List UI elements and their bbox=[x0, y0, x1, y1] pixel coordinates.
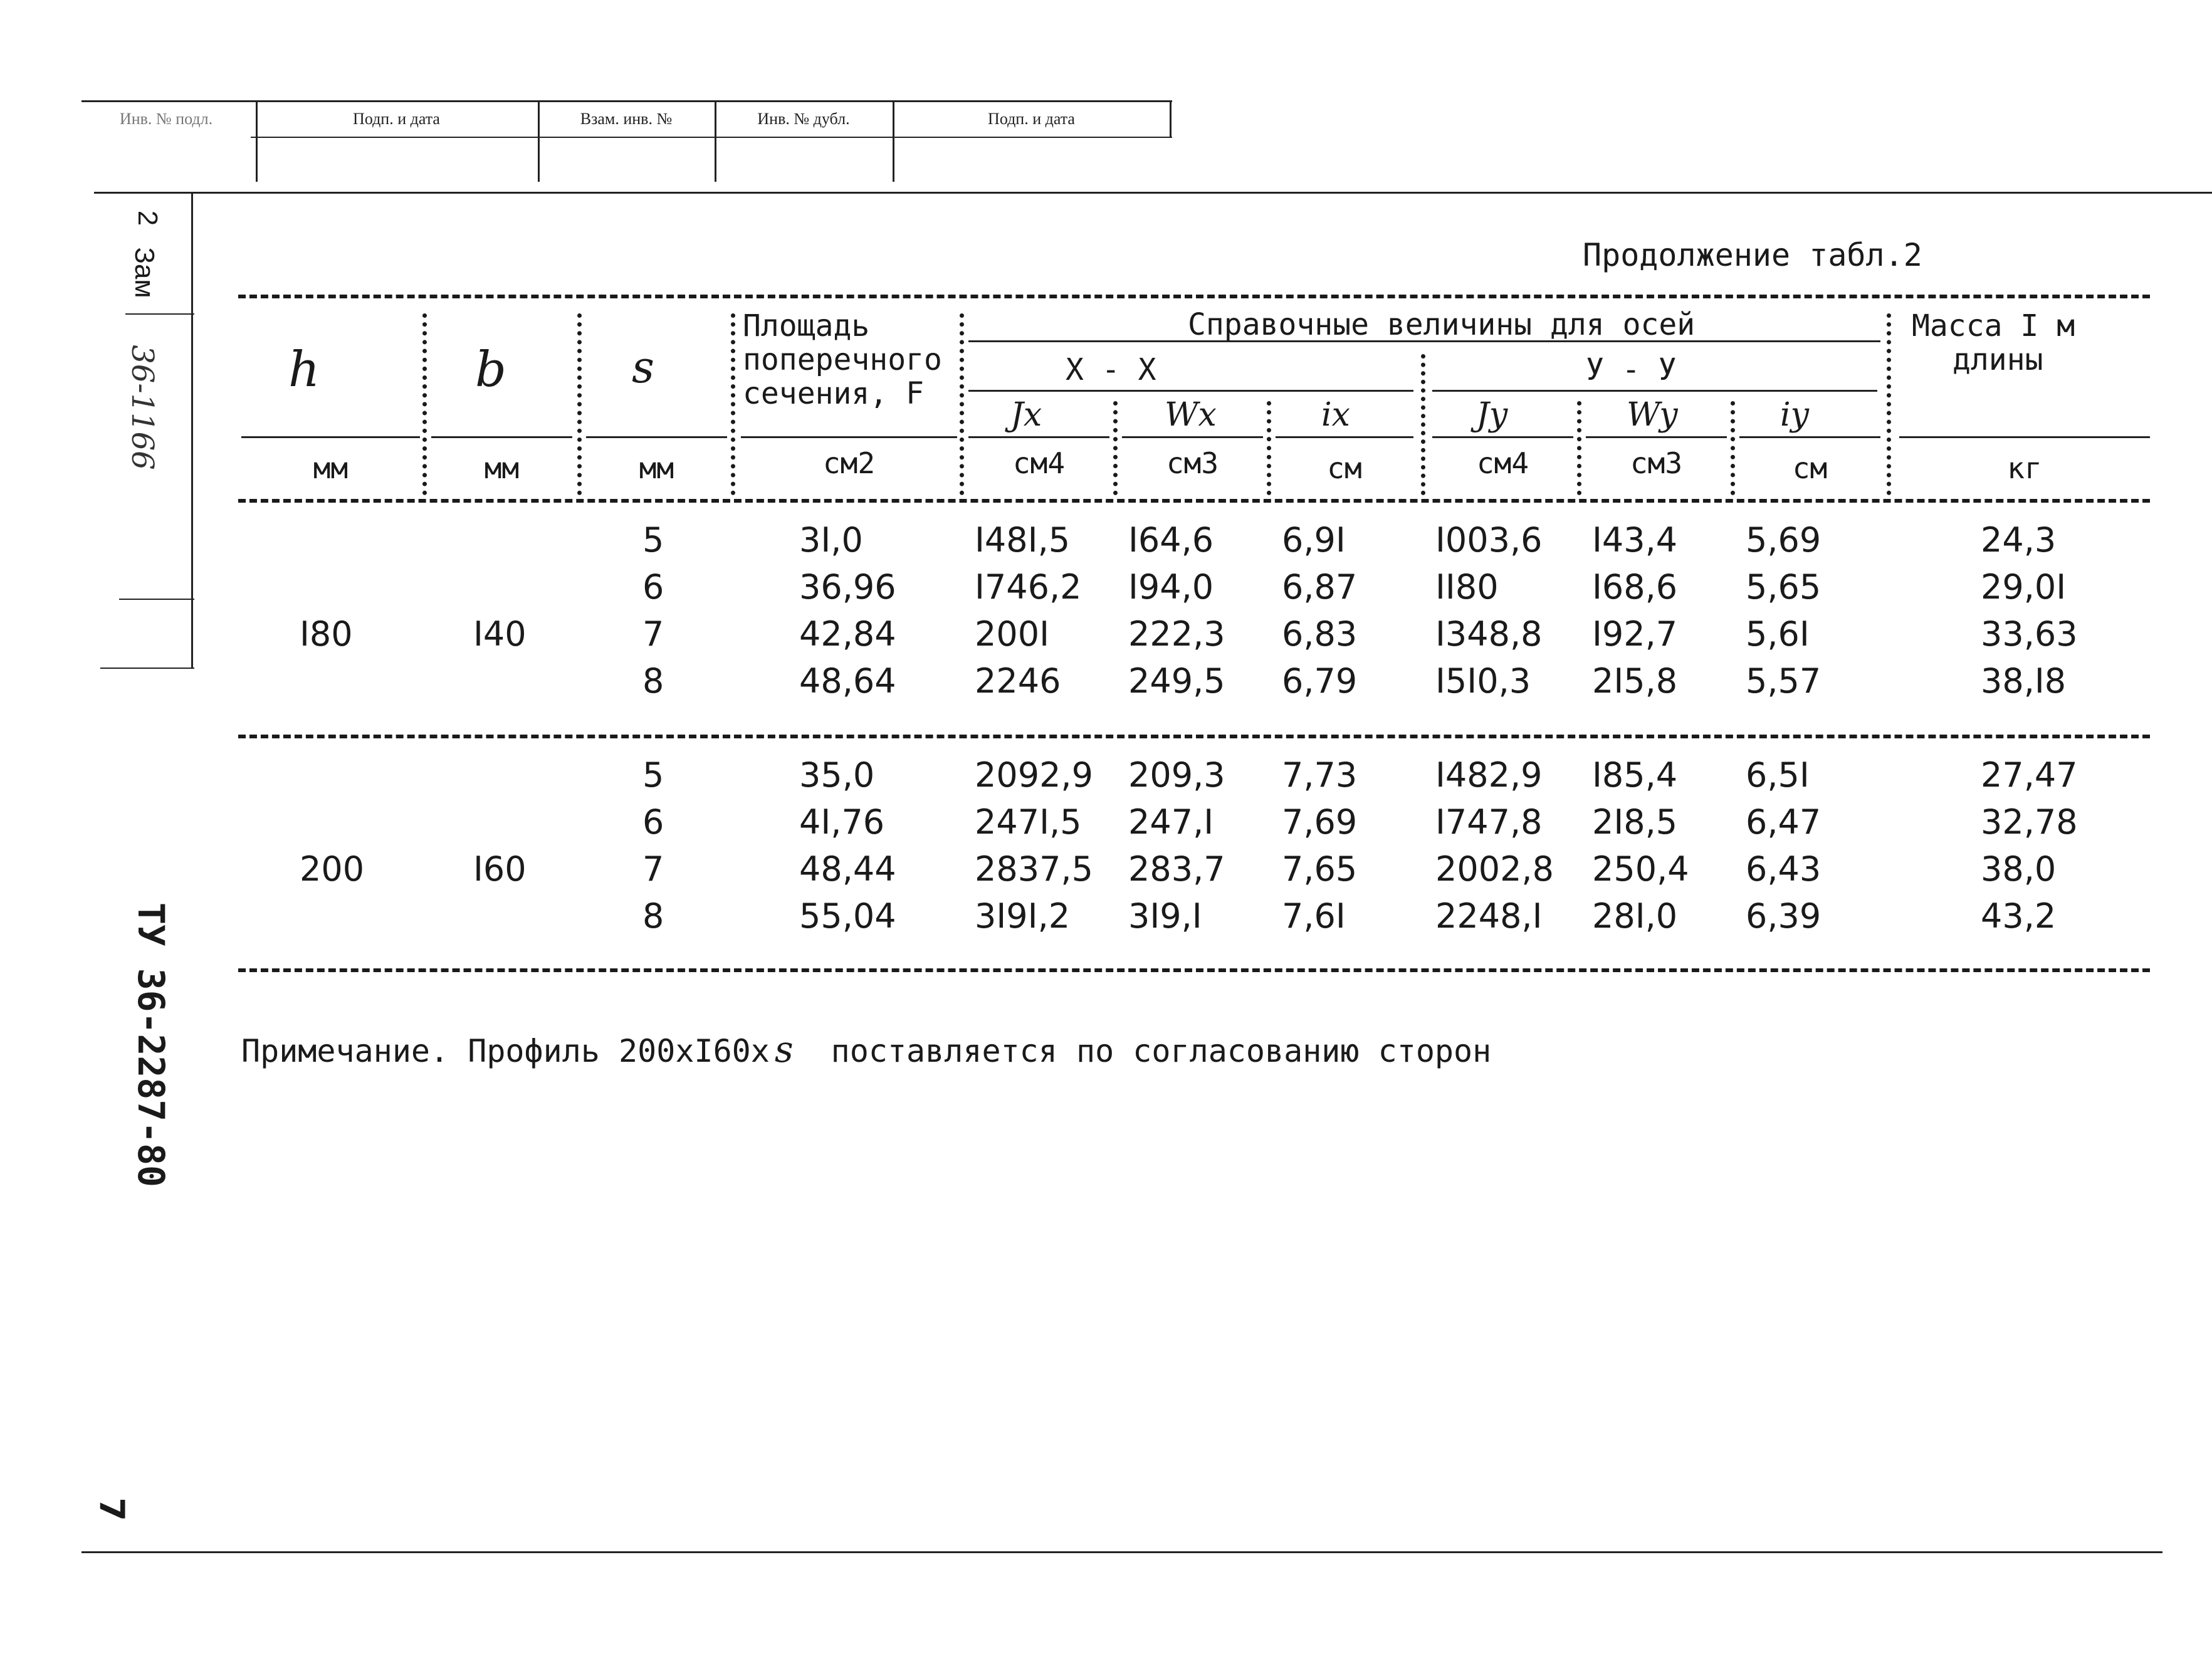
cell-jx: 200I bbox=[975, 614, 1049, 654]
cell-ix: 7,73 bbox=[1282, 755, 1358, 795]
cell-wx: 249,5 bbox=[1128, 661, 1225, 701]
note-prefix: Примечание. Профиль 200хI60х bbox=[241, 1033, 770, 1069]
cell-iy: 6,5I bbox=[1746, 755, 1810, 795]
header-ix: ix bbox=[1321, 396, 1350, 434]
unit-h: мм bbox=[313, 451, 349, 485]
cell-s: 6 bbox=[642, 567, 664, 607]
unit-s: мм bbox=[639, 451, 674, 485]
header-iy: iy bbox=[1780, 396, 1810, 434]
cell-wx: I94,0 bbox=[1128, 567, 1214, 607]
table-caption: Продолжение табл.2 bbox=[1583, 237, 1922, 273]
header-h: h bbox=[288, 342, 320, 398]
header-area-line3: сечения, F bbox=[743, 376, 924, 411]
cell-jy: I5I0,3 bbox=[1435, 661, 1531, 701]
cell-jx: 2092,9 bbox=[975, 755, 1093, 795]
cell-ix: 6,87 bbox=[1282, 567, 1358, 607]
cell-wx: 209,3 bbox=[1128, 755, 1225, 795]
cell-wy: 250,4 bbox=[1592, 849, 1689, 889]
cell-wy: 2I5,8 bbox=[1592, 661, 1678, 701]
cell-s: 7 bbox=[642, 849, 664, 889]
cell-jx: I746,2 bbox=[975, 567, 1082, 607]
cell-iy: 5,6I bbox=[1746, 614, 1810, 654]
cell-jx: I48I,5 bbox=[975, 520, 1071, 560]
note-symbol: s bbox=[774, 1028, 794, 1071]
header-wy: Wy bbox=[1627, 396, 1678, 434]
header-area-line2: поперечного bbox=[743, 342, 942, 377]
cell-jy: II80 bbox=[1435, 567, 1499, 607]
cell-area: 48,64 bbox=[799, 661, 896, 701]
stamp-inv-podl: Инв. № подл. bbox=[119, 110, 213, 128]
unit-jy: см4 bbox=[1476, 446, 1529, 480]
cell-mass: 38,I8 bbox=[1981, 661, 2067, 701]
stamp-podp-data-2: Подп. и дата bbox=[988, 110, 1075, 128]
cell-iy: 6,43 bbox=[1746, 849, 1821, 889]
cell-jy: I348,8 bbox=[1435, 614, 1543, 654]
header-jx: Jx bbox=[1010, 396, 1042, 434]
unit-area: см2 bbox=[822, 446, 876, 480]
unit-b: мм bbox=[484, 451, 520, 485]
cell-wx: 247,I bbox=[1128, 802, 1214, 842]
unit-mass: кг bbox=[2007, 451, 2042, 485]
cell-jx: 2246 bbox=[975, 661, 1061, 701]
cell-iy: 5,69 bbox=[1746, 520, 1821, 560]
stamp-vzam-inv: Взам. инв. № bbox=[580, 110, 673, 128]
header-mass-line2: длины bbox=[1953, 342, 2043, 377]
cell-jy: 2002,8 bbox=[1435, 849, 1554, 889]
cell-s: 7 bbox=[642, 614, 664, 654]
cell-wx: 3I9,I bbox=[1128, 896, 1202, 936]
cell-jy: 2248,I bbox=[1435, 896, 1543, 936]
cell-jx: 2837,5 bbox=[975, 849, 1093, 889]
cell-area: 3I,0 bbox=[799, 520, 863, 560]
cell-mass: 29,0I bbox=[1981, 567, 2067, 607]
cell-ix: 7,6I bbox=[1282, 896, 1346, 936]
stamp-inv-dubl: Инв. № дубл. bbox=[757, 110, 850, 128]
handwritten-reference: 36-1166 bbox=[125, 345, 160, 470]
cell-wy: I68,6 bbox=[1592, 567, 1678, 607]
header-s: s bbox=[632, 342, 654, 393]
group2-h: 200 bbox=[300, 849, 365, 889]
cell-wy: I43,4 bbox=[1592, 520, 1678, 560]
cell-wy: I92,7 bbox=[1592, 614, 1678, 654]
note-suffix: поставляется по согласованию сторон bbox=[831, 1033, 1492, 1069]
cell-s: 5 bbox=[642, 520, 664, 560]
cell-iy: 6,39 bbox=[1746, 896, 1821, 936]
unit-jx: см4 bbox=[1012, 446, 1066, 480]
unit-wx: см3 bbox=[1166, 446, 1219, 480]
cell-area: 36,96 bbox=[799, 567, 896, 607]
cell-s: 6 bbox=[642, 802, 664, 842]
cell-jy: I747,8 bbox=[1435, 802, 1543, 842]
frame-bottom-line bbox=[81, 1551, 2162, 1553]
cell-jy: I003,6 bbox=[1435, 520, 1543, 560]
unit-wy: см3 bbox=[1630, 446, 1683, 480]
cell-area: 48,44 bbox=[799, 849, 896, 889]
header-axis-y: У - У bbox=[1586, 352, 1677, 387]
frame-top-line bbox=[188, 192, 2212, 194]
group1-b: I40 bbox=[473, 614, 527, 654]
header-jy: Jy bbox=[1476, 396, 1508, 434]
cell-wy: 28I,0 bbox=[1592, 896, 1678, 936]
cell-ix: 6,79 bbox=[1282, 661, 1358, 701]
cell-area: 35,0 bbox=[799, 755, 875, 795]
cell-wy: 2I8,5 bbox=[1592, 802, 1678, 842]
cell-ix: 7,65 bbox=[1282, 849, 1358, 889]
cell-wx: 222,3 bbox=[1128, 614, 1225, 654]
table-note bbox=[241, 1028, 1491, 1071]
frame-left-line bbox=[191, 192, 193, 668]
cell-iy: 6,47 bbox=[1746, 802, 1821, 842]
unit-ix: см bbox=[1327, 451, 1362, 485]
cell-area: 4I,76 bbox=[799, 802, 885, 842]
group1-h: I80 bbox=[300, 614, 353, 654]
cell-mass: 32,78 bbox=[1981, 802, 2078, 842]
cell-mass: 38,0 bbox=[1981, 849, 2057, 889]
revision-label: Зам bbox=[129, 247, 160, 298]
sheet-number: 2 bbox=[132, 210, 163, 226]
page-number: 7 bbox=[92, 1497, 132, 1521]
cell-iy: 5,57 bbox=[1746, 661, 1821, 701]
cell-s: 5 bbox=[642, 755, 664, 795]
cell-jx: 247I,5 bbox=[975, 802, 1082, 842]
document-code: ТУ 36-2287-80 bbox=[130, 903, 172, 1187]
cell-mass: 43,2 bbox=[1981, 896, 2057, 936]
cell-wx: I64,6 bbox=[1128, 520, 1214, 560]
header-axis-x: Х - Х bbox=[1066, 352, 1156, 387]
cell-area: 42,84 bbox=[799, 614, 896, 654]
cell-ix: 6,9I bbox=[1282, 520, 1346, 560]
stamp-podp-data-1: Подп. и дата bbox=[353, 110, 440, 128]
cell-mass: 24,3 bbox=[1981, 520, 2057, 560]
cell-mass: 27,47 bbox=[1981, 755, 2078, 795]
cell-mass: 33,63 bbox=[1981, 614, 2078, 654]
cell-ix: 6,83 bbox=[1282, 614, 1358, 654]
cell-jy: I482,9 bbox=[1435, 755, 1543, 795]
cell-s: 8 bbox=[642, 661, 664, 701]
cell-iy: 5,65 bbox=[1746, 567, 1821, 607]
cell-wy: I85,4 bbox=[1592, 755, 1678, 795]
cell-s: 8 bbox=[642, 896, 664, 936]
header-b: b bbox=[475, 342, 506, 398]
header-reference-values: Справочные величины для осей bbox=[1188, 307, 1696, 342]
cell-area: 55,04 bbox=[799, 896, 896, 936]
header-area-line1: Площадь bbox=[743, 308, 870, 343]
unit-iy: см bbox=[1792, 451, 1828, 485]
header-mass-line1: Масса I м bbox=[1912, 308, 2075, 343]
cell-jx: 3I9I,2 bbox=[975, 896, 1071, 936]
header-wx: Wx bbox=[1165, 396, 1217, 434]
cell-wx: 283,7 bbox=[1128, 849, 1225, 889]
cell-ix: 7,69 bbox=[1282, 802, 1358, 842]
group2-b: I60 bbox=[473, 849, 527, 889]
